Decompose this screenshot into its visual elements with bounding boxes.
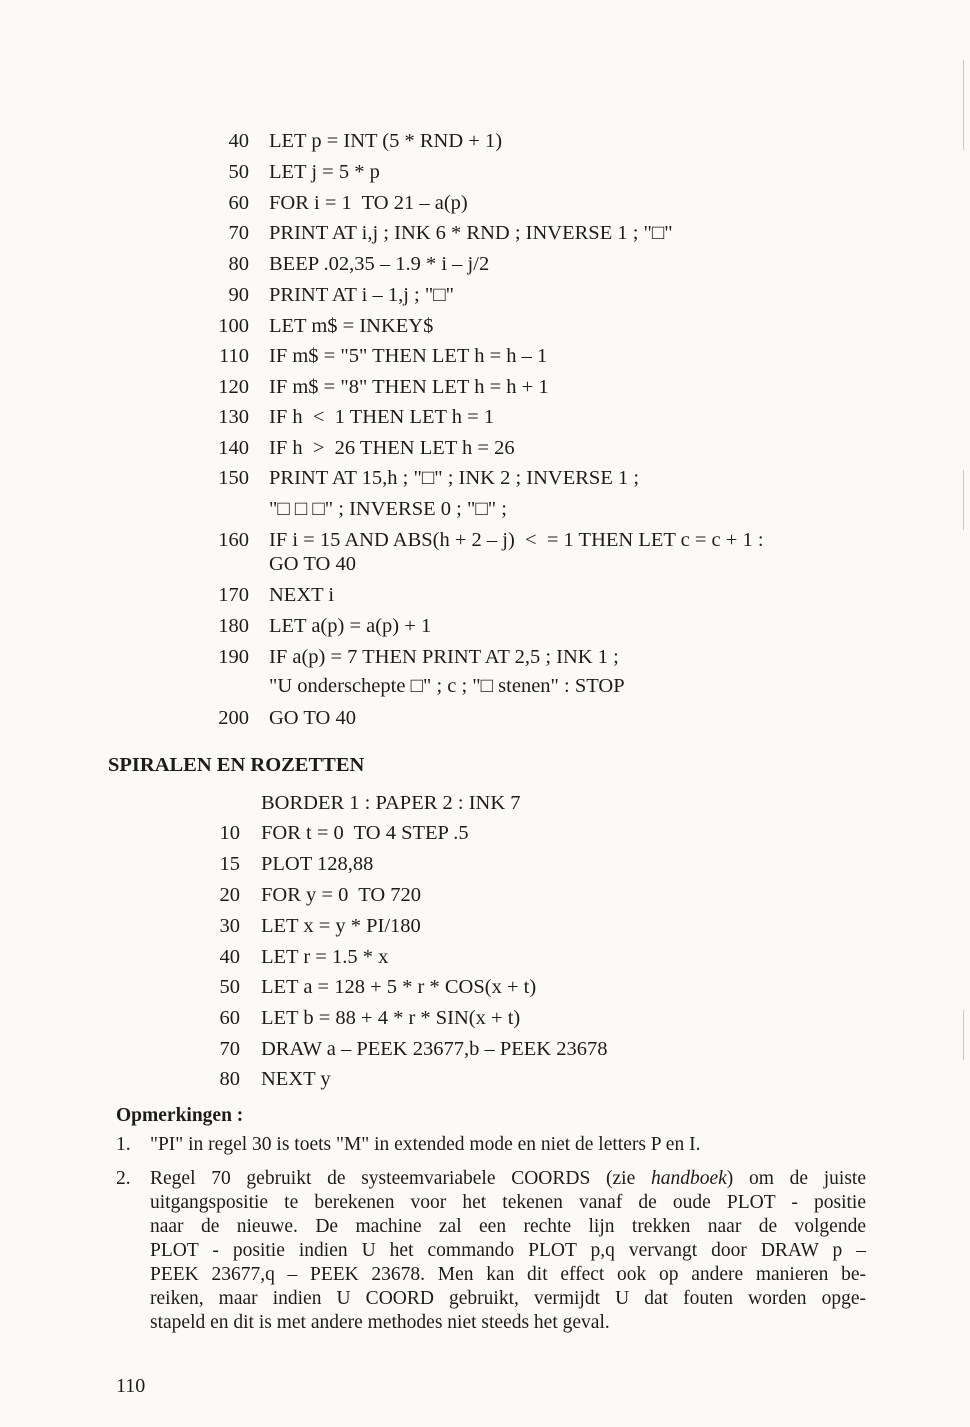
code-statement: IF m$ = "8" THEN LET h = h + 1 xyxy=(269,376,549,398)
code-statement: IF m$ = "5" THEN LET h = h – 1 xyxy=(269,345,548,367)
line-number: 15 xyxy=(219,853,240,875)
line-number: 70 xyxy=(219,1038,240,1060)
code-statement: PLOT 128,88 xyxy=(261,853,374,875)
code-statement: LET r = 1.5 * x xyxy=(261,946,389,968)
code-statement: GO TO 40 xyxy=(269,707,356,729)
line-number: 190 xyxy=(218,646,249,668)
code-statement: PRINT AT i,j ; INK 6 * RND ; INVERSE 1 ; "□" xyxy=(269,222,673,244)
line-number: 50 xyxy=(228,161,249,183)
line-number: 40 xyxy=(219,946,240,968)
note-line: naar de nieuwe. De machine zal een rechte lijn trekken naar de volgende xyxy=(150,1216,866,1237)
code-statement: FOR t = 0 TO 4 STEP .5 xyxy=(261,822,469,844)
note-text xyxy=(150,1167,866,1335)
code-statement: PRINT AT 15,h ; "□" ; INK 2 ; INVERSE 1 ; xyxy=(269,467,640,489)
line-number: 160 xyxy=(218,529,249,551)
code-statement: PRINT AT i – 1,j ; "□" xyxy=(269,284,454,306)
code-statement: FOR i = 1 TO 21 – a(p) xyxy=(269,192,468,214)
code-statement: BEEP .02,35 – 1.9 * i – j/2 xyxy=(269,253,490,275)
line-number: 80 xyxy=(219,1068,240,1090)
line-number: 80 xyxy=(228,253,249,275)
line-number: 150 xyxy=(218,467,249,489)
line-number: 200 xyxy=(218,707,249,729)
line-number: 130 xyxy=(218,406,249,428)
note-line: reiken, maar indien U COORD gebruikt, vermijdt U dat fouten worden opge- xyxy=(150,1288,866,1309)
line-number: 40 xyxy=(228,130,249,152)
line-number: 180 xyxy=(218,615,249,637)
notes-heading: Opmerkingen : xyxy=(116,1105,244,1126)
code-statement: LET m$ = INKEY$ xyxy=(269,315,434,337)
line-number: 120 xyxy=(218,376,249,398)
code-statement: LET p = INT (5 * RND + 1) xyxy=(269,130,503,152)
section-heading: SPIRALEN EN ROZETTEN xyxy=(108,754,365,776)
line-number: 140 xyxy=(218,437,249,459)
line-number: 30 xyxy=(219,915,240,937)
code-statement: NEXT i xyxy=(269,584,335,606)
code-statement: "□ □ □" ; INVERSE 0 ; "□" ; xyxy=(269,498,507,520)
line-number: 10 xyxy=(219,822,240,844)
line-number: 110 xyxy=(219,345,249,367)
line-number: 50 xyxy=(219,976,240,998)
code-statement: IF h > 26 THEN LET h = 26 xyxy=(269,437,515,459)
line-number: 170 xyxy=(218,584,249,606)
code-statement: BORDER 1 : PAPER 2 : INK 7 xyxy=(261,792,521,814)
code-statement: DRAW a – PEEK 23677,b – PEEK 23678 xyxy=(261,1038,608,1060)
code-statement: LET b = 88 + 4 * r * SIN(x + t) xyxy=(261,1007,521,1029)
code-statement: LET a = 128 + 5 * r * COS(x + t) xyxy=(261,976,537,998)
code-statement: IF h < 1 THEN LET h = 1 xyxy=(269,406,495,428)
note-number: 2. xyxy=(116,1168,131,1189)
note-line: "PI" in regel 30 is toets "M" in extended mode en niet de letters P en I. xyxy=(150,1134,701,1155)
code-statement: NEXT y xyxy=(261,1068,331,1090)
code-statement: IF i = 15 AND ABS(h + 2 – j) < = 1 THEN LET c = c + 1 : xyxy=(269,529,764,551)
line-number: 60 xyxy=(228,192,249,214)
code-statement: LET x = y * PI/180 xyxy=(261,915,421,937)
note-line: PEEK 23677,q – PEEK 23678. Men kan dit effect ook op andere manieren be- xyxy=(150,1264,866,1285)
line-number: 60 xyxy=(219,1007,240,1029)
code-statement: LET a(p) = a(p) + 1 xyxy=(269,615,432,637)
note-text xyxy=(150,1133,866,1157)
code-statement: GO TO 40 xyxy=(269,553,356,575)
line-number: 20 xyxy=(219,884,240,906)
note-line: stapeld en dit is met andere methodes niet steeds het geval. xyxy=(150,1312,610,1333)
line-number: 70 xyxy=(228,222,249,244)
note-number: 1. xyxy=(116,1134,131,1155)
page-edge-mark xyxy=(963,470,964,530)
code-statement: "U onderschepte □" ; c ; "□ stenen" : STOP xyxy=(269,675,625,697)
page-number: 110 xyxy=(116,1375,146,1397)
line-number: 100 xyxy=(218,315,249,337)
note-line: PLOT - positie indien U het commando PLOT p,q vervangt door DRAW p – xyxy=(150,1240,866,1261)
page-edge-mark xyxy=(963,1010,964,1060)
line-number: 90 xyxy=(228,284,249,306)
code-statement: LET j = 5 * p xyxy=(269,161,380,183)
note-line: uitgangspositie te berekenen voor het tekenen vanaf de oude PLOT - positie xyxy=(150,1192,866,1213)
code-statement: IF a(p) = 7 THEN PRINT AT 2,5 ; INK 1 ; xyxy=(269,646,619,668)
code-statement: FOR y = 0 TO 720 xyxy=(261,884,422,906)
note-line: Regel 70 gebruikt de systeemvariabele COORDS (zie handboek) om de juiste xyxy=(150,1168,866,1189)
page-edge-mark xyxy=(963,60,964,150)
